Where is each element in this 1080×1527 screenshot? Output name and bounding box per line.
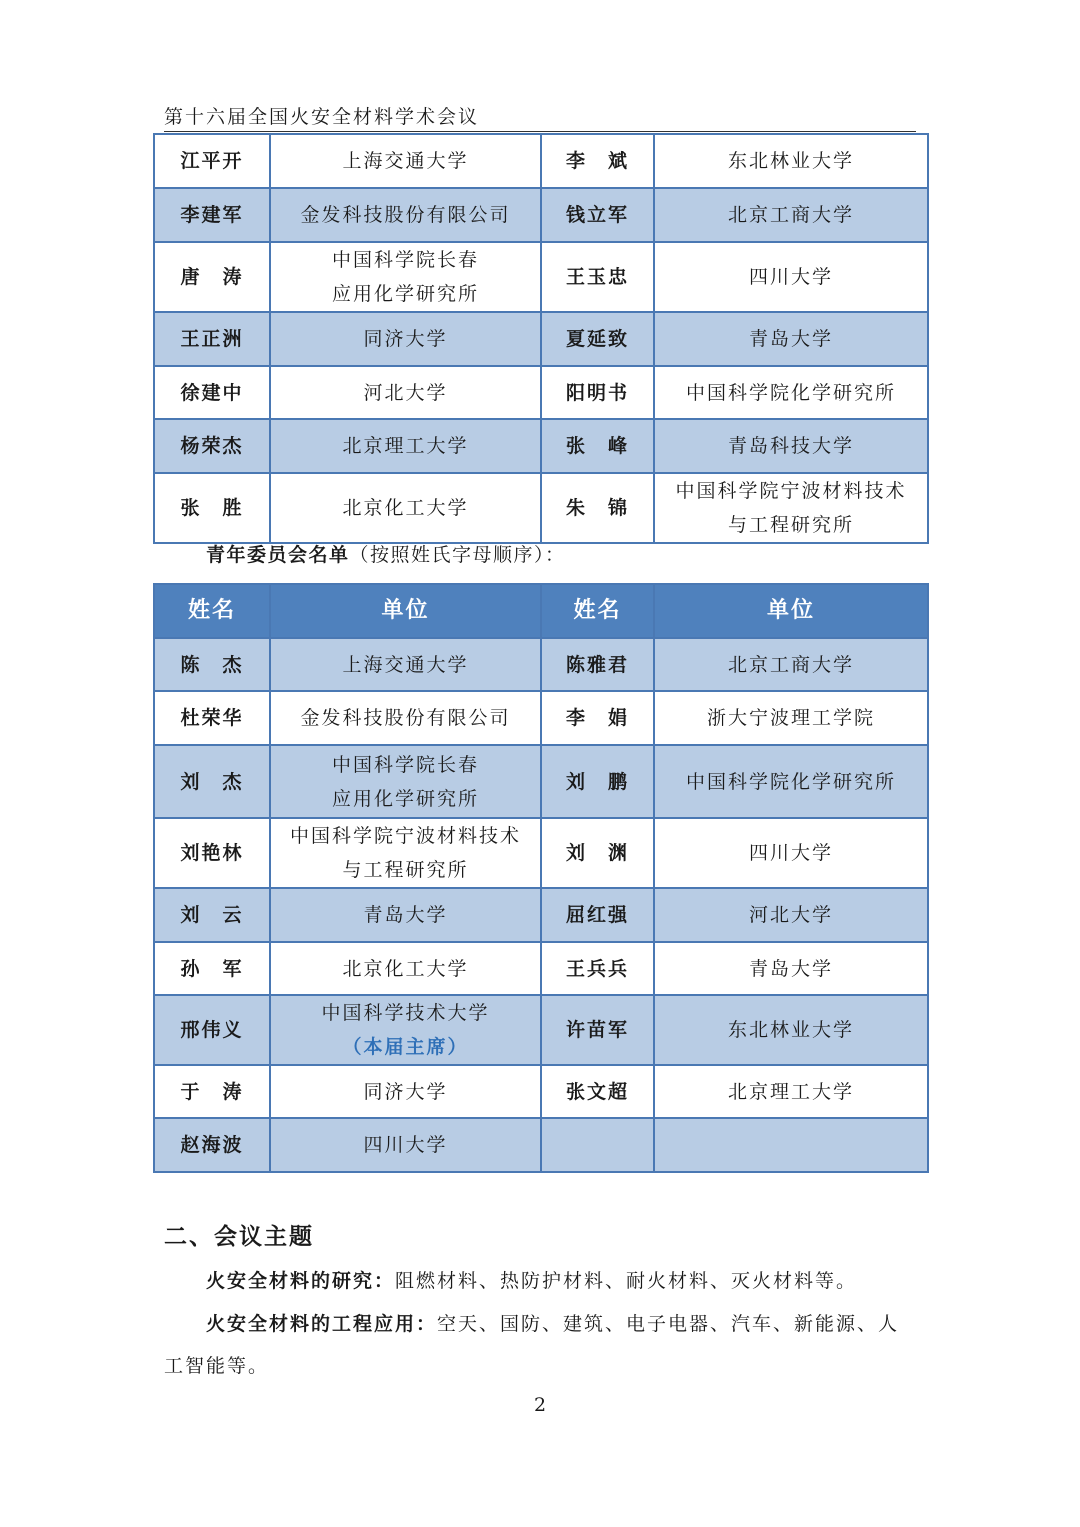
member-unit: 金发科技股份有限公司: [270, 188, 541, 242]
member-name: 刘艳林: [154, 818, 270, 888]
member-unit: 中国科学院化学研究所: [654, 366, 928, 419]
member-unit: 上海交通大学: [270, 638, 541, 691]
table-row: [154, 888, 928, 942]
member-unit: 金发科技股份有限公司: [270, 691, 541, 745]
member-name: 王兵兵: [541, 942, 654, 995]
topic-heading: 火安全材料的工程应用：: [206, 1313, 438, 1335]
member-name: [541, 1118, 654, 1172]
member-unit: [654, 1118, 928, 1172]
member-unit: 北京工商大学: [654, 188, 928, 242]
member-unit: 四川大学: [654, 242, 928, 312]
member-name: 张 胜: [154, 473, 270, 543]
youth-committee-table: [153, 583, 929, 1173]
topic-text: 阻燃材料、热防护材料、耐火材料、灭火材料等。: [395, 1270, 858, 1292]
member-name: 杜荣华: [154, 691, 270, 745]
member-unit: 北京理工大学: [654, 1065, 928, 1118]
member-name: 张 峰: [541, 419, 654, 473]
member-unit: 青岛大学: [654, 312, 928, 366]
table-row: [154, 366, 928, 419]
member-unit: 青岛大学: [654, 942, 928, 995]
topic-text: 空天、国防、建筑、电子电器、汽车、新能源、人工智能等。: [164, 1313, 900, 1377]
unit-line: 中国科学院宁波材料技术: [675, 480, 907, 502]
member-name: 王正洲: [154, 312, 270, 366]
column-header-name: 姓名: [154, 584, 270, 638]
member-unit: 浙大宁波理工学院: [654, 691, 928, 745]
table-header-row: [154, 584, 928, 638]
member-name: 于 涛: [154, 1065, 270, 1118]
unit-line: 与工程研究所: [342, 859, 469, 881]
member-name: 阳明书: [541, 366, 654, 419]
table-row: [154, 745, 928, 818]
member-name: 朱 锦: [541, 473, 654, 543]
member-name: 李 娟: [541, 691, 654, 745]
member-unit: [270, 745, 541, 818]
member-name: 唐 涛: [154, 242, 270, 312]
member-name: 钱立军: [541, 188, 654, 242]
section-title: 二、会议主题: [164, 1224, 314, 1250]
member-unit: 青岛科技大学: [654, 419, 928, 473]
unit-line: 应用化学研究所: [331, 787, 479, 810]
member-unit: 北京工商大学: [654, 638, 928, 691]
member-name: 陈 杰: [154, 638, 270, 691]
unit-line: 中国科学院长春: [331, 753, 479, 776]
column-header-unit: 单位: [270, 584, 541, 638]
member-unit: 四川大学: [270, 1118, 541, 1172]
topic-paragraph-research: [164, 1260, 916, 1302]
member-unit: 上海交通大学: [270, 134, 541, 188]
table-row: [154, 638, 928, 691]
member-unit: 河北大学: [654, 888, 928, 942]
table-row: [154, 419, 928, 473]
committee-table: [153, 133, 929, 544]
member-name: 邢伟义: [154, 995, 270, 1065]
member-name: 赵海波: [154, 1118, 270, 1172]
table-row: [154, 691, 928, 745]
member-unit: 河北大学: [270, 366, 541, 419]
table-row: [154, 995, 928, 1065]
member-name: 张文超: [541, 1065, 654, 1118]
table-row: [154, 818, 928, 888]
member-name: 李建军: [154, 188, 270, 242]
member-name: 刘 杰: [154, 745, 270, 818]
table-row: [154, 1118, 928, 1172]
member-unit: 北京化工大学: [270, 473, 541, 543]
table-row: [154, 942, 928, 995]
member-unit: 东北林业大学: [654, 995, 928, 1065]
column-header-name: 姓名: [541, 584, 654, 638]
member-name: 夏延致: [541, 312, 654, 366]
table-row: [154, 1065, 928, 1118]
table-row: [154, 242, 928, 312]
member-unit: 同济大学: [270, 312, 541, 366]
member-name: 徐建中: [154, 366, 270, 419]
table-row: [154, 312, 928, 366]
member-name: 刘 渊: [541, 818, 654, 888]
member-unit: 中国科学院化学研究所: [654, 745, 928, 818]
unit-line: 中国科学技术大学: [321, 1002, 490, 1024]
page-number: 2: [533, 1394, 547, 1416]
running-header: 第十六届全国火安全材料学术会议: [164, 104, 916, 132]
topic-paragraph-application: [164, 1303, 916, 1387]
member-unit: [270, 995, 541, 1065]
topic-heading: 火安全材料的研究：: [206, 1270, 396, 1292]
unit-line: 中国科学院宁波材料技术: [289, 825, 521, 847]
member-name: 李 斌: [541, 134, 654, 188]
member-unit: [654, 473, 928, 543]
column-header-unit: 单位: [654, 584, 928, 638]
member-name: 屈红强: [541, 888, 654, 942]
member-name: 许苗军: [541, 995, 654, 1065]
member-name: 杨荣杰: [154, 419, 270, 473]
member-unit: 北京化工大学: [270, 942, 541, 995]
table-row: [154, 188, 928, 242]
member-unit: 北京理工大学: [270, 419, 541, 473]
member-unit: 东北林业大学: [654, 134, 928, 188]
member-unit: 青岛大学: [270, 888, 541, 942]
member-name: 刘 云: [154, 888, 270, 942]
member-name: 刘 鹏: [541, 745, 654, 818]
member-name: 江平开: [154, 134, 270, 188]
youth-committee-label: [206, 540, 566, 570]
member-unit: [270, 242, 541, 312]
member-unit: [270, 818, 541, 888]
member-unit: 四川大学: [654, 818, 928, 888]
unit-line: 与工程研究所: [727, 514, 854, 536]
member-name: 王玉忠: [541, 242, 654, 312]
table-row: [154, 134, 928, 188]
youth-label-bold: 青年委员会名单: [206, 544, 350, 566]
member-unit: 同济大学: [270, 1065, 541, 1118]
youth-label-note: （按照姓氏字母顺序）：: [349, 544, 566, 566]
chair-note: （本届主席）: [342, 1036, 469, 1058]
unit-line: 应用化学研究所: [331, 283, 479, 305]
table-row: [154, 473, 928, 543]
member-name: 陈雅君: [541, 638, 654, 691]
unit-line: 中国科学院长春: [331, 249, 479, 271]
member-name: 孙 军: [154, 942, 270, 995]
